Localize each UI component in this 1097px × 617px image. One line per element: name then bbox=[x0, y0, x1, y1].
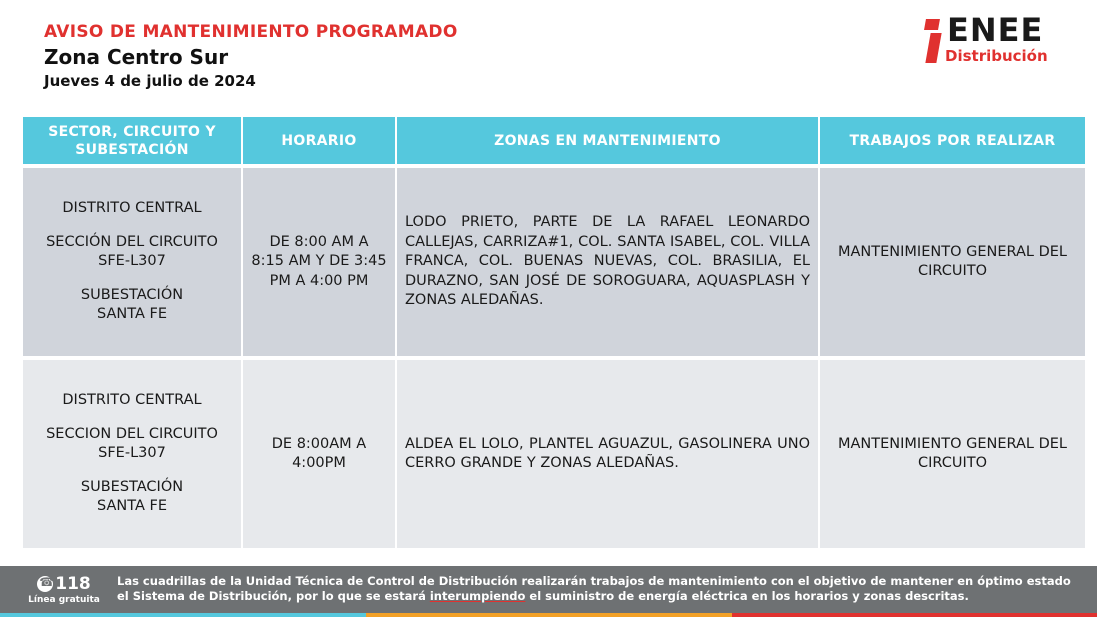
table-header-row bbox=[23, 117, 1085, 166]
footer-bar bbox=[0, 566, 1097, 613]
zone-title: Zona Centro Sur bbox=[44, 45, 229, 69]
footer-text-start: Las cuadrillas de la Unidad Técnica de Control de Distribución realizarán trabajos de mantenimiento con el objetivo de mantener en óptimo estado el Sistema de Distribución, por lo que se estará bbox=[117, 574, 1071, 603]
footer-disclaimer bbox=[117, 574, 1077, 604]
zones-cell: LODO PRIETO, PARTE DE LA RAFAEL LEONARDO CALLEJAS, CARRIZA#1, COL. SANTA ISABEL, COL. VILLA FRANCA, COL. BUENAS NUEVAS, COL. BRASILIA, EL DURAZNO, SAN JOSÉ DE SOROGUARA, AQUASPLASH Y ZONAS ALEDAÑAS. bbox=[396, 166, 819, 358]
hotline-label: Línea gratuita bbox=[28, 595, 100, 605]
sector-cell bbox=[23, 166, 242, 358]
section-label: SECCIÓN DEL CIRCUITO bbox=[46, 233, 218, 250]
notice-title: AVISO DE MANTENIMIENTO PROGRAMADO bbox=[44, 22, 458, 42]
table-row bbox=[23, 166, 1085, 358]
enee-logo bbox=[925, 11, 1077, 68]
column-header-sector: SECTOR, CIRCUITO Y SUBESTACIÓN bbox=[23, 117, 242, 166]
column-header-zones: ZONAS EN MANTENIMIENTO bbox=[396, 117, 819, 166]
maintenance-table bbox=[23, 117, 1085, 548]
column-header-schedule: HORARIO bbox=[242, 117, 396, 166]
zones-cell: ALDEA EL LOLO, PLANTEL AGUAZUL, GASOLINERA UNO CERRO GRANDE Y ZONAS ALEDAÑAS. bbox=[396, 358, 819, 548]
footer-text-end: el suministro de energía eléctrica en los horarios y zonas descritas. bbox=[525, 589, 969, 603]
substation-label: SUBESTACIÓN bbox=[80, 286, 184, 303]
sector-cell bbox=[23, 358, 242, 548]
phone-icon bbox=[37, 576, 53, 592]
substation-label: SUBESTACIÓN bbox=[80, 478, 184, 495]
enee-logo-mark-icon bbox=[925, 19, 943, 63]
strip-red bbox=[732, 613, 1097, 617]
work-cell: MANTENIMIENTO GENERAL DEL CIRCUITO bbox=[819, 166, 1085, 358]
substation-name: SANTA FE bbox=[96, 498, 167, 515]
strip-orange bbox=[366, 613, 732, 617]
column-header-work: TRABAJOS POR REALIZAR bbox=[819, 117, 1085, 166]
work-cell: MANTENIMIENTO GENERAL DEL CIRCUITO bbox=[819, 358, 1085, 548]
strip-cyan bbox=[0, 613, 366, 617]
footer-text-underlined: interumpiendo bbox=[429, 589, 526, 603]
schedule-cell: DE 8:00 AM A 8:15 AM Y DE 3:45 PM A 4:00 PM bbox=[242, 166, 396, 358]
hotline-badge bbox=[26, 574, 102, 606]
circuit-id: SFE-L307 bbox=[98, 253, 166, 270]
notice-date: Jueves 4 de julio de 2024 bbox=[44, 72, 256, 90]
circuit-id: SFE-L307 bbox=[98, 445, 166, 462]
logo-subtitle: Distribución bbox=[945, 47, 1048, 65]
footer-color-strip bbox=[0, 613, 1097, 617]
logo-word: ENEE bbox=[947, 11, 1044, 49]
district-name: DISTRITO CENTRAL bbox=[62, 200, 202, 217]
notice-header bbox=[44, 20, 458, 92]
district-name: DISTRITO CENTRAL bbox=[62, 392, 202, 409]
hotline-number: 118 bbox=[55, 574, 91, 594]
section-label: SECCION DEL CIRCUITO bbox=[46, 425, 218, 442]
table-row bbox=[23, 358, 1085, 548]
schedule-cell: DE 8:00AM A 4:00PM bbox=[242, 358, 396, 548]
substation-name: SANTA FE bbox=[96, 306, 167, 323]
